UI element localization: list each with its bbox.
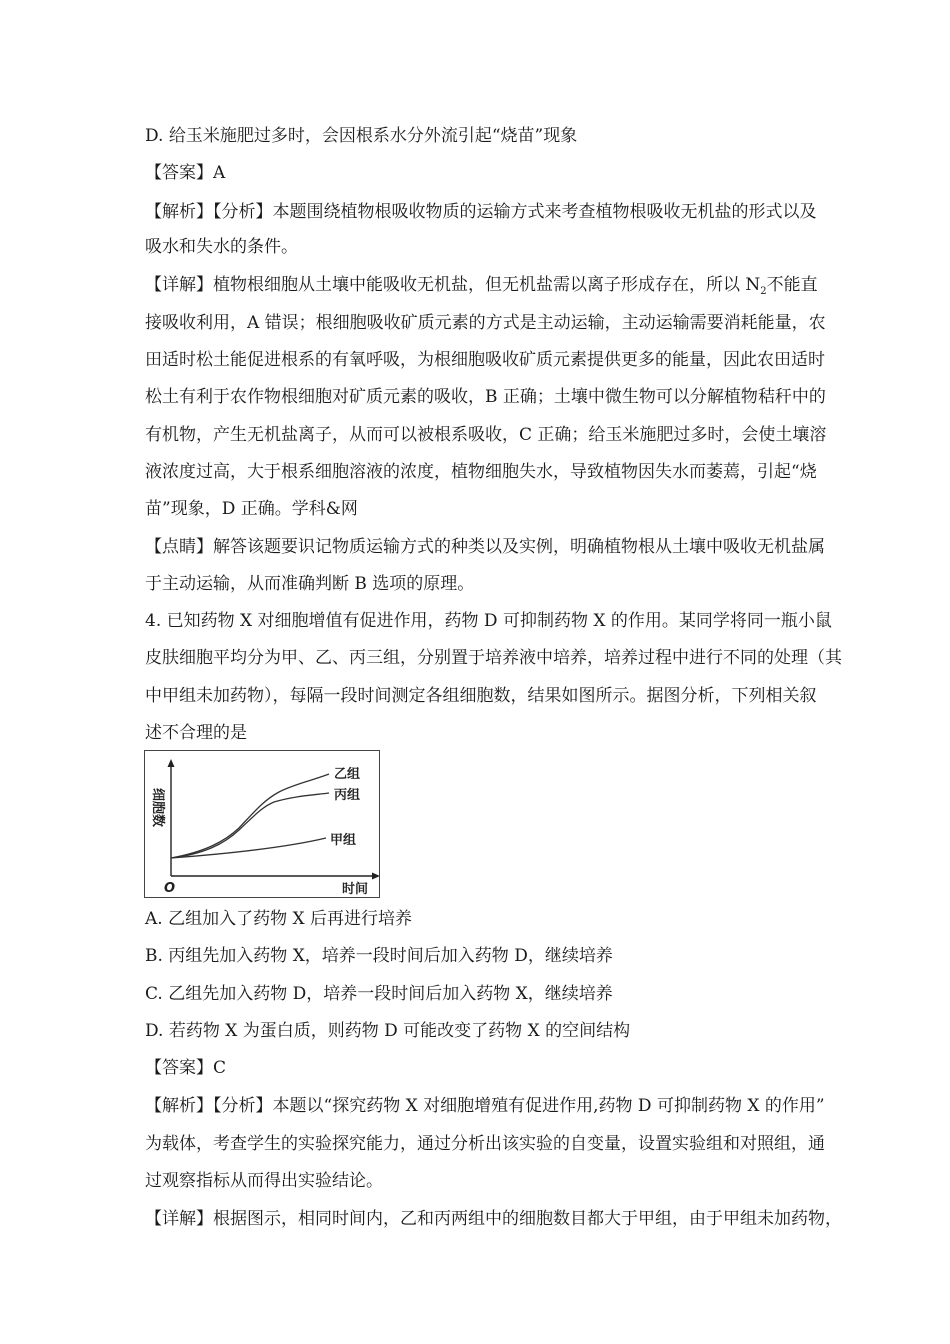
subscript-2: 2 xyxy=(760,286,767,297)
option-a: A. 乙组加入了药物 X 后再进行培养 xyxy=(145,909,412,929)
origin-label: O xyxy=(164,881,176,896)
question-4-line-4: 述不合理的是 xyxy=(145,723,247,743)
analysis-line: 【解析】【分析】本题围绕植物根吸收物质的运输方式来考查植物根吸收无机盐的形式以及 xyxy=(145,202,817,222)
answer-line-2: 【答案】C xyxy=(145,1058,227,1078)
analysis2-line-2: 为载体，考查学生的实验探究能力，通过分析出该实验的自变量，设置实验组和对照组，通 xyxy=(145,1134,825,1154)
detail-text-b: 不能直 xyxy=(766,275,818,295)
analysis-line-cont: 吸水和失水的条件。 xyxy=(145,237,298,257)
cell-count-figure xyxy=(144,750,380,898)
label-yi: 乙组 xyxy=(334,767,361,782)
detail-line-2: 接吸收利用，A 错误；根细胞吸收矿质元素的方式是主动运输，主动运输需要消耗能量，农 xyxy=(145,313,826,333)
curve-jia xyxy=(171,838,326,858)
curve-bing xyxy=(171,793,329,858)
detail-line-6: 液浓度过高，大于根系细胞溶液的浓度，植物细胞失水，导致植物因失水而萎蔫，引起“烧 xyxy=(145,462,817,482)
answer-line: 【答案】A xyxy=(145,163,226,183)
tip-line-1: 【点睛】解答该题要识记物质运输方式的种类以及实例，明确植物根从土壤中吸收无机盐属 xyxy=(145,537,825,557)
question-4-line-1: 4. 已知药物 X 对细胞增值有促进作用，药物 D 可抑制药物 X 的作用。某同学将同一瓶小鼠 xyxy=(145,611,832,631)
curve-yi xyxy=(171,774,329,858)
x-axis-label: 时间 xyxy=(342,882,369,897)
detail-line-1 xyxy=(145,275,818,297)
detail2-line-1: 【详解】根据图示，相同时间内，乙和丙两组中的细胞数目都大于甲组，由于甲组未加药物， xyxy=(145,1209,842,1229)
option-b: B. 丙组先加入药物 X，培养一段时间后加入药物 D，继续培养 xyxy=(145,946,613,966)
y-axis-arrow-icon xyxy=(168,759,175,767)
option-d-previous: D. 给玉米施肥过多时，会因根系水分外流引起“烧苗”现象 xyxy=(145,126,578,146)
detail-line-7: 苗”现象，D 正确。学科&网 xyxy=(145,499,358,519)
question-4-line-2: 皮肤细胞平均分为甲、乙、丙三组，分别置于培养液中培养，培养过程中进行不同的处理（其 xyxy=(145,648,842,668)
detail-line-5: 有机物，产生无机盐离子，从而可以被根系吸收，C 正确；给玉米施肥过多时，会使土壤溶 xyxy=(145,425,827,445)
figure-svg xyxy=(144,750,380,898)
question-4-line-3: 中甲组未加药物），每隔一段时间测定各组细胞数，结果如图所示。据图分析，下列相关叙 xyxy=(145,686,817,706)
x-axis-arrow-icon xyxy=(372,873,380,880)
detail-text-a: 【详解】植物根细胞从土壤中能吸收无机盐，但无机盐需以离子形成存在，所以 N xyxy=(145,275,761,295)
option-c: C. 乙组先加入药物 D，培养一段时间后加入药物 X，继续培养 xyxy=(145,984,613,1004)
y-axis-label: 细胞数 xyxy=(150,788,165,828)
tip-line-2: 于主动运输，从而准确判断 B 选项的原理。 xyxy=(145,574,475,594)
label-jia: 甲组 xyxy=(330,833,357,848)
label-bing: 丙组 xyxy=(334,788,361,803)
detail-line-4: 松土有利于农作物根细胞对矿质元素的吸收，B 正确；土壤中微生物可以分解植物秸秆中的 xyxy=(145,387,826,407)
option-d: D. 若药物 X 为蛋白质，则药物 D 可能改变了药物 X 的空间结构 xyxy=(145,1021,631,1041)
analysis2-line-1: 【解析】【分析】本题以“探究药物 X 对细胞增殖有促进作用,药物 D 可抑制药物 X 的作用” xyxy=(145,1096,825,1116)
detail-line-3: 田适时松土能促进根系的有氧呼吸，为根细胞吸收矿质元素提供更多的能量，因此农田适时 xyxy=(145,350,825,370)
analysis2-line-3: 过观察指标从而得出实验结论。 xyxy=(145,1171,383,1191)
